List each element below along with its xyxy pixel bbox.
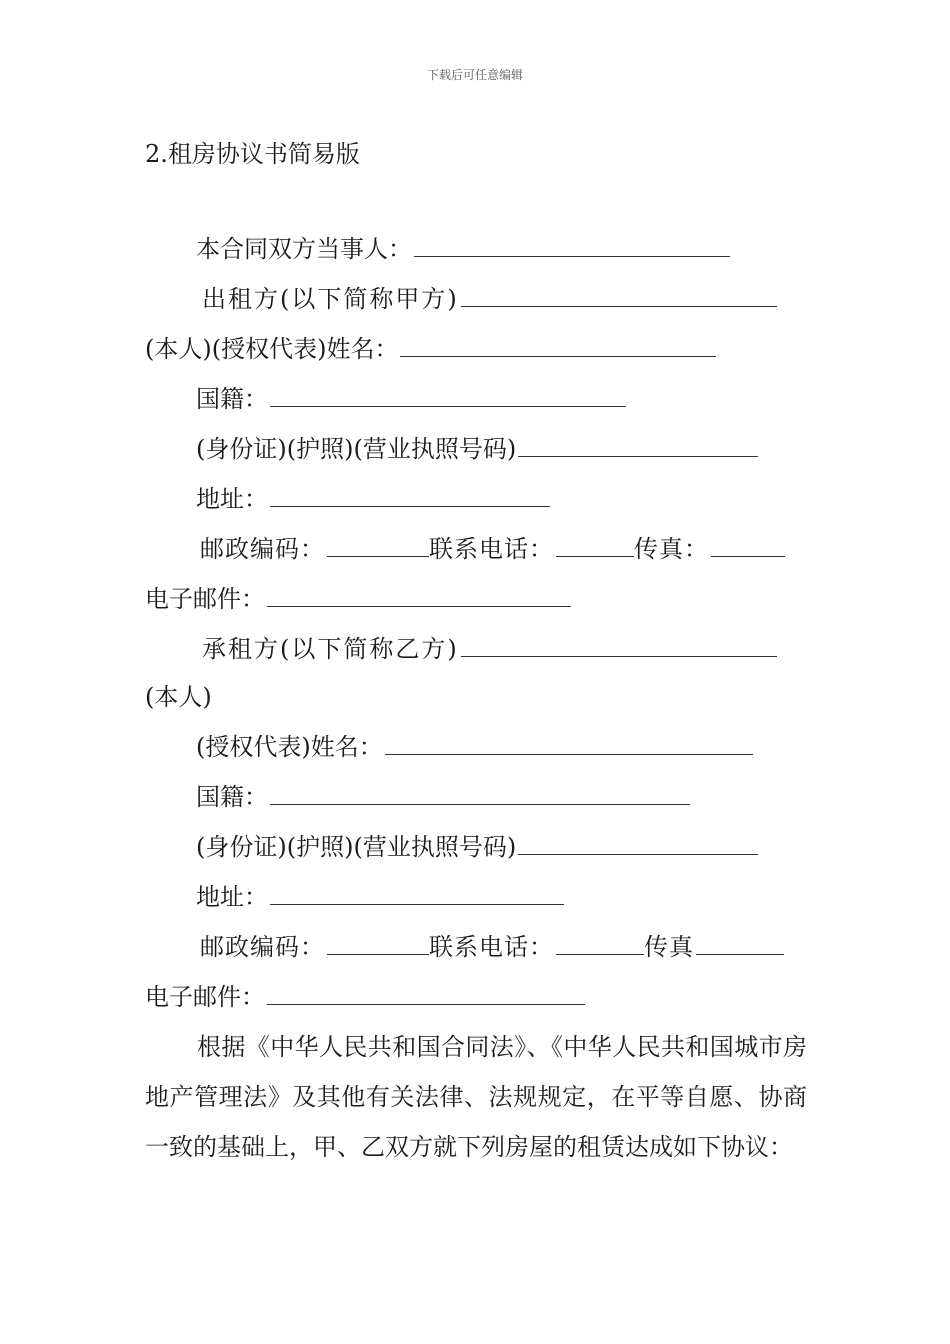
lessee-nationality-row xyxy=(196,780,690,814)
lessor-nationality-label: 国籍： xyxy=(196,385,268,413)
lessor-address-label: 地址： xyxy=(196,485,268,513)
lessor-phone-label: 联系电话： xyxy=(429,535,554,563)
lessee-nationality-label: 国籍： xyxy=(196,783,268,811)
lessee-address-row xyxy=(196,880,564,914)
lessor-field[interactable] xyxy=(461,284,777,307)
lessee-label: 承租方(以下简称乙方) xyxy=(202,635,459,663)
lessor-name-field[interactable] xyxy=(400,334,716,357)
lessee-address-label: 地址： xyxy=(196,883,268,911)
lessor-postal-field[interactable] xyxy=(327,534,429,557)
lessor-id-field[interactable] xyxy=(518,434,758,457)
lessor-id-row xyxy=(196,432,758,466)
lessee-fax-field[interactable] xyxy=(696,932,784,955)
lessee-email-label: 电子邮件： xyxy=(145,983,265,1011)
parties-field[interactable] xyxy=(414,234,730,257)
lessor-contact-row xyxy=(200,532,785,566)
lessor-fax-label: 传真： xyxy=(634,535,709,563)
lessor-nationality-field[interactable] xyxy=(270,384,626,407)
lessee-nationality-field[interactable] xyxy=(270,782,690,805)
lessee-email-row xyxy=(145,980,585,1014)
lessor-address-row xyxy=(196,482,550,516)
lessor-fax-field[interactable] xyxy=(711,534,785,557)
parties-row xyxy=(196,232,730,266)
lessor-id-label: (身份证)(护照)(营业执照号码) xyxy=(196,435,517,463)
lessee-id-field[interactable] xyxy=(518,832,758,855)
lessee-postal-field[interactable] xyxy=(327,932,429,955)
lessor-phone-field[interactable] xyxy=(556,534,634,557)
page-header-note: 下载后可任意编辑 xyxy=(426,68,523,82)
lessee-field[interactable] xyxy=(461,634,777,657)
lessee-email-field[interactable] xyxy=(267,982,585,1005)
lessee-phone-label: 联系电话： xyxy=(429,933,554,961)
lessee-name-field[interactable] xyxy=(385,732,753,755)
document-title: 2.租房协议书简易版 xyxy=(145,140,360,168)
parties-label: 本合同双方当事人： xyxy=(196,235,412,263)
lessee-name-row xyxy=(196,730,753,764)
lessor-row xyxy=(202,282,777,316)
lessor-postal-label: 邮政编码： xyxy=(200,535,325,563)
lessor-label: 出租方(以下简称甲方) xyxy=(202,285,459,313)
lessor-email-row xyxy=(145,582,571,616)
lessee-id-label: (身份证)(护照)(营业执照号码) xyxy=(196,833,517,861)
lessor-name-row xyxy=(145,332,716,366)
lessor-email-label: 电子邮件： xyxy=(145,585,265,613)
lessee-self-label: (本人) xyxy=(145,683,212,711)
lessee-address-field[interactable] xyxy=(270,882,564,905)
lessor-nationality-row xyxy=(196,382,626,416)
lessee-phone-field[interactable] xyxy=(556,932,644,955)
lessee-fax-label: 传真 xyxy=(644,933,694,961)
lessee-row xyxy=(202,632,777,666)
intro-paragraph: 根据《中华人民共和国合同法》、《中华人民共和国城市房地产管理法》及其他有关法律、法规规定，在平等自愿、协商一致的基础上，甲、乙双方就下列房屋的租赁达成如下协议： xyxy=(145,1033,807,1161)
lessee-id-row xyxy=(196,830,758,864)
lessee-postal-label: 邮政编码： xyxy=(200,933,325,961)
lessee-self-row xyxy=(145,680,212,714)
lessor-address-field[interactable] xyxy=(270,484,550,507)
lessee-name-label: (授权代表)姓名： xyxy=(196,733,383,761)
lessee-contact-row xyxy=(200,930,784,964)
lessor-name-label: (本人)(授权代表)姓名： xyxy=(145,335,399,363)
lessor-email-field[interactable] xyxy=(267,584,571,607)
